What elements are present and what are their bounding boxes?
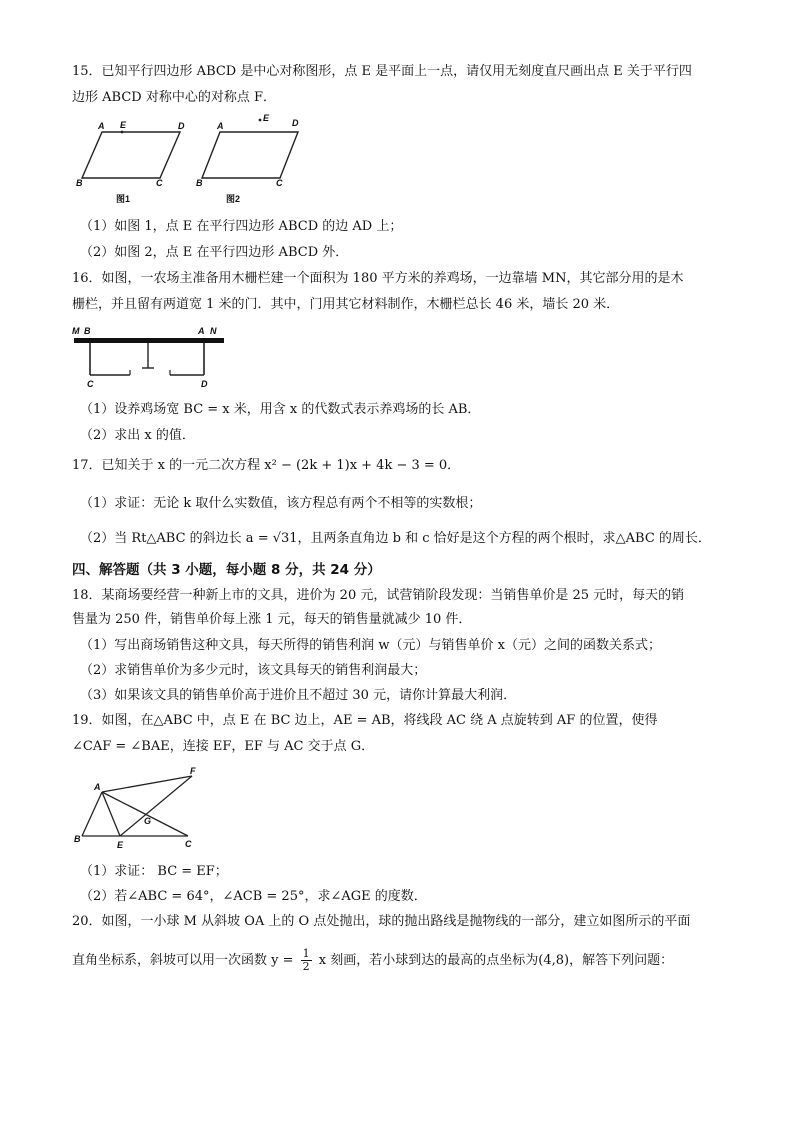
q18-part-3: （3）如果该文具的销售单价高于进价且不超过 30 元，请你计算最大利润．: [80, 688, 517, 703]
fig1-label-d: D: [178, 121, 185, 131]
q19-part-2: （2）若∠ABC = 64°，∠ACB = 25°，求∠AGE 的度数．: [80, 889, 427, 904]
fig2-caption: 图2: [226, 194, 241, 204]
q15-part-1: （1）如图 1，点 E 在平行四边形 ABCD 的边 AD 上；: [80, 219, 403, 234]
fig1-caption: 图1: [116, 194, 131, 204]
fig2-point-e: [259, 119, 262, 122]
fig2-label-b: B: [196, 178, 203, 188]
fig1-label-b: B: [76, 178, 83, 188]
q16-part-2: （2）求出 x 的值．: [80, 428, 195, 443]
wall-mn: [74, 338, 224, 343]
q20-line-2-before: 直角坐标系，斜坡可以用一次函数 y =: [72, 953, 294, 968]
q18-line-2: 售量为 250 件，销售单价每上涨 1 元，每天的销售量就减少 10 件．: [72, 612, 472, 627]
fig1-point-e: [121, 131, 124, 134]
q20-line-2-after: x 刻画，若小球到达的最高的点坐标为(4,8)，解答下列问题：: [318, 953, 674, 968]
q19-line-1: 19．如图，在△ABC 中，点 E 在 BC 边上，AE = AB，将线段 AC 绕 A 点旋转到 AF 的位置，使得: [72, 713, 658, 728]
label-e: E: [117, 840, 124, 850]
label-b: B: [74, 834, 81, 844]
segment-ab: [82, 792, 102, 836]
label-a: A: [198, 326, 205, 336]
section-4-heading: 四、解答题（共 3 小题，每小题 8 分，共 24 分）: [72, 562, 381, 578]
q16-part-1: （1）设养鸡场宽 BC = x 米，用含 x 的代数式表示养鸡场的长 AB．: [80, 402, 481, 417]
q20-line-1: 20．如图，一小球 M 从斜坡 OA 上的 O 点处抛出，球的抛出路线是抛物线的一部分，建立如图所示的平面: [72, 914, 691, 929]
segment-ef: [120, 776, 192, 836]
label-b: B: [84, 326, 91, 336]
q17-part-1: （1）求证：无论 k 取什么实数值，该方程总有两个不相等的实数根；: [80, 496, 482, 511]
fig2-label-c: C: [276, 178, 283, 188]
q19-line-2: ∠CAF = ∠BAE，连接 EF，EF 与 AC 交于点 G．: [72, 739, 375, 754]
label-a: A: [94, 782, 101, 792]
fig2-label-a: A: [217, 121, 224, 131]
q18-part-2: （2）求销售单价为多少元时，该文具每天的销售利润最大；: [80, 663, 427, 678]
segment-af: [102, 776, 192, 792]
q15-parallelogram-figures: [70, 110, 300, 212]
fig2-parallelogram: [202, 132, 298, 178]
fig1-parallelogram: [82, 132, 180, 178]
segment-ac: [102, 792, 188, 836]
q15-part-2: （2）如图 2，点 E 在平行四边形 ABCD 外．: [80, 245, 349, 260]
q18-line-1: 18．某商场要经营一种新上市的文具，进价为 20 元，试营销阶段发现：当销售单价是 25 元时，每天的销: [72, 588, 685, 603]
label-c: C: [87, 379, 94, 389]
q15-line-2: 边形 ABCD 对称中心的对称点 F．: [72, 90, 276, 105]
q20-line-2: [72, 948, 722, 973]
fig1-label-a: A: [98, 121, 105, 131]
q16-line-2: 栅栏，并且留有两道宽 1 米的门．其中，门用其它材料制作，木栅栏总长 46 米，墙长 20 米．: [72, 297, 620, 312]
segment-ae: [102, 792, 120, 836]
label-m: M: [72, 326, 80, 336]
q17-line-1: 17．已知关于 x 的一元二次方程 x² − (2k + 1)x + 4k − 3 = 0．: [72, 458, 461, 473]
label-n: N: [210, 326, 217, 336]
label-c: C: [185, 839, 192, 849]
q17-part-2: （2）当 Rt△ABC 的斜边长 a = √31，且两条直角边 b 和 c 恰好是这个方程的两个根时，求△ABC 的周长．: [80, 531, 711, 546]
label-g: G: [144, 816, 152, 826]
q19-triangle-figure: [72, 766, 212, 852]
fraction-one-half: [301, 948, 312, 973]
fig2-label-d: D: [292, 118, 299, 128]
q16-line-1: 16．如图，一农场主准备用木栅栏建一个面积为 180 平方米的养鸡场，一边靠墙 MN，其它部分用的是木: [72, 271, 684, 286]
q15-line-1: 15．已知平行四边形 ABCD 是中心对称图形，点 E 是平面上一点，请仅用无刻度直尺画出点 E 关于平行四: [72, 64, 692, 79]
q19-part-1: （1）求证： BC = EF；: [80, 864, 228, 879]
q16-chicken-yard-figure: [70, 320, 230, 390]
q18-part-1: （1）写出商场销售这种文具，每天所得的销售利润 w（元）与销售单价 x（元）之间的函数关系式；: [80, 638, 661, 653]
fig1-label-e: E: [120, 120, 127, 130]
label-f: F: [190, 766, 196, 776]
fraction-denominator: 2: [302, 960, 310, 973]
fig2-label-e: E: [263, 113, 270, 123]
label-d: D: [201, 379, 208, 389]
fig1-label-c: C: [156, 178, 163, 188]
fraction-numerator: 1: [302, 947, 310, 960]
